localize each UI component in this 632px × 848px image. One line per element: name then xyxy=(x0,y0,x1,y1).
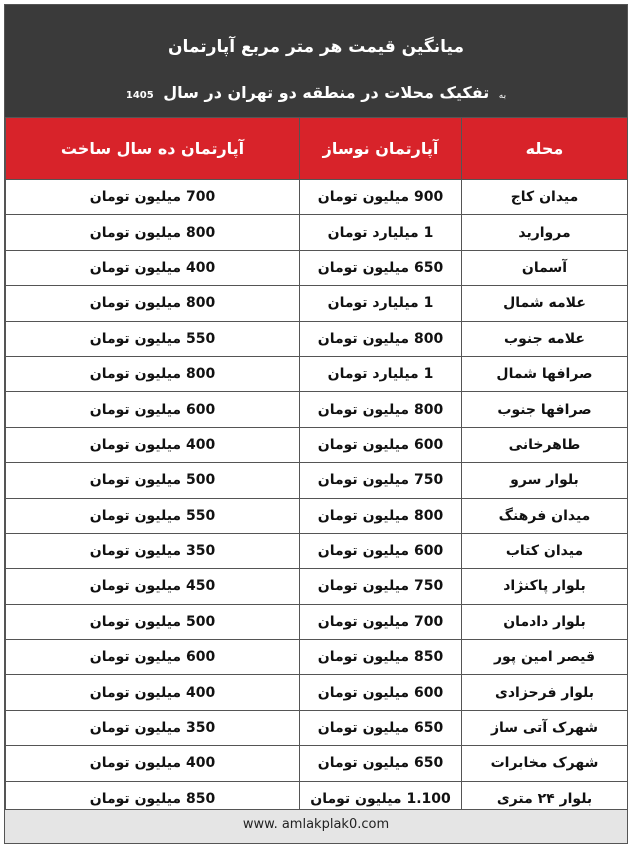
table-row xyxy=(6,427,628,462)
table-row xyxy=(6,675,628,710)
column-header-neighborhood: محله xyxy=(462,118,628,180)
header-banner xyxy=(5,5,627,117)
cell-ten-year-apartment-price: 800 میلیون تومان xyxy=(6,215,300,250)
cell-new-apartment-price: 800 میلیون تومان xyxy=(300,498,462,533)
cell-neighborhood: میدان فرهنگ xyxy=(462,498,628,533)
cell-new-apartment-price: 700 میلیون تومان xyxy=(300,604,462,639)
table-row xyxy=(6,533,628,568)
cell-ten-year-apartment-price: 800 میلیون تومان xyxy=(6,286,300,321)
cell-new-apartment-price: 750 میلیون تومان xyxy=(300,569,462,604)
page-title: میانگین قیمت هر متر مربع آپارتمان xyxy=(168,37,464,57)
cell-neighborhood: مروارید xyxy=(462,215,628,250)
cell-ten-year-apartment-price: 550 میلیون تومان xyxy=(6,498,300,533)
cell-new-apartment-price: 750 میلیون تومان xyxy=(300,463,462,498)
cell-neighborhood: قیصر امین پور xyxy=(462,640,628,675)
cell-neighborhood: میدان کاج xyxy=(462,180,628,215)
cell-neighborhood: صرافها جنوب xyxy=(462,392,628,427)
cell-ten-year-apartment-price: 400 میلیون تومان xyxy=(6,675,300,710)
table-row xyxy=(6,710,628,745)
cell-new-apartment-price: 600 میلیون تومان xyxy=(300,533,462,568)
cell-new-apartment-price: 800 میلیون تومان xyxy=(300,321,462,356)
cell-ten-year-apartment-price: 350 میلیون تومان xyxy=(6,533,300,568)
subtitle-text: تفکیک محلات در منطقه دو تهران در سال xyxy=(163,83,490,102)
cell-new-apartment-price: 1 میلیارد تومان xyxy=(300,286,462,321)
table-header-row xyxy=(6,118,628,180)
cell-new-apartment-price: 800 میلیون تومان xyxy=(300,392,462,427)
cell-new-apartment-price: 1.100 میلیون تومان xyxy=(300,781,462,816)
cell-new-apartment-price: 650 میلیون تومان xyxy=(300,710,462,745)
table-row xyxy=(6,746,628,781)
table-row xyxy=(6,356,628,391)
cell-ten-year-apartment-price: 400 میلیون تومان xyxy=(6,250,300,285)
cell-new-apartment-price: 850 میلیون تومان xyxy=(300,640,462,675)
price-table xyxy=(5,117,628,817)
cell-new-apartment-price: 600 میلیون تومان xyxy=(300,675,462,710)
cell-neighborhood: بلوار پاکنژاد xyxy=(462,569,628,604)
table-row xyxy=(6,640,628,675)
cell-ten-year-apartment-price: 700 میلیون تومان xyxy=(6,180,300,215)
cell-neighborhood: طاهرخانی xyxy=(462,427,628,462)
page-subtitle xyxy=(5,83,627,102)
cell-neighborhood: بلوار ۲۴ متری xyxy=(462,781,628,816)
cell-ten-year-apartment-price: 600 میلیون تومان xyxy=(6,640,300,675)
table-row xyxy=(6,463,628,498)
column-header-new-apartment: آپارتمان نوساز xyxy=(300,118,462,180)
cell-ten-year-apartment-price: 550 میلیون تومان xyxy=(6,321,300,356)
cell-new-apartment-price: 1 میلیارد تومان xyxy=(300,215,462,250)
cell-ten-year-apartment-price: 400 میلیون تومان xyxy=(6,427,300,462)
cell-neighborhood: بلوار فرحزادی xyxy=(462,675,628,710)
subtitle-year: 1405 xyxy=(125,90,154,101)
cell-neighborhood: صرافها شمال xyxy=(462,356,628,391)
footer-website: www. amlakplak0.com xyxy=(5,809,627,843)
table-row xyxy=(6,250,628,285)
cell-neighborhood: بلوار سرو xyxy=(462,463,628,498)
table-body xyxy=(6,180,628,817)
table-row xyxy=(6,569,628,604)
cell-ten-year-apartment-price: 500 میلیون تومان xyxy=(6,604,300,639)
cell-neighborhood: شهرک آتی ساز xyxy=(462,710,628,745)
price-table-card xyxy=(4,4,628,844)
cell-ten-year-apartment-price: 450 میلیون تومان xyxy=(6,569,300,604)
table-row xyxy=(6,286,628,321)
cell-new-apartment-price: 900 میلیون تومان xyxy=(300,180,462,215)
subtitle-prefix: به xyxy=(498,91,507,101)
cell-ten-year-apartment-price: 800 میلیون تومان xyxy=(6,356,300,391)
cell-new-apartment-price: 600 میلیون تومان xyxy=(300,427,462,462)
cell-new-apartment-price: 1 میلیارد تومان xyxy=(300,356,462,391)
cell-ten-year-apartment-price: 500 میلیون تومان xyxy=(6,463,300,498)
cell-neighborhood: شهرک مخابرات xyxy=(462,746,628,781)
table-row xyxy=(6,498,628,533)
table-row xyxy=(6,321,628,356)
cell-neighborhood: بلوار دادمان xyxy=(462,604,628,639)
cell-ten-year-apartment-price: 850 میلیون تومان xyxy=(6,781,300,816)
cell-ten-year-apartment-price: 600 میلیون تومان xyxy=(6,392,300,427)
cell-neighborhood: علامه شمال xyxy=(462,286,628,321)
table-row xyxy=(6,180,628,215)
cell-ten-year-apartment-price: 400 میلیون تومان xyxy=(6,746,300,781)
cell-neighborhood: علامه جنوب xyxy=(462,321,628,356)
cell-ten-year-apartment-price: 350 میلیون تومان xyxy=(6,710,300,745)
table-row xyxy=(6,215,628,250)
column-header-ten-year-apartment: آپارتمان ده سال ساخت xyxy=(6,118,300,180)
cell-new-apartment-price: 650 میلیون تومان xyxy=(300,746,462,781)
cell-neighborhood: میدان کتاب xyxy=(462,533,628,568)
table-row xyxy=(6,392,628,427)
table-row xyxy=(6,604,628,639)
cell-neighborhood: آسمان xyxy=(462,250,628,285)
cell-new-apartment-price: 650 میلیون تومان xyxy=(300,250,462,285)
